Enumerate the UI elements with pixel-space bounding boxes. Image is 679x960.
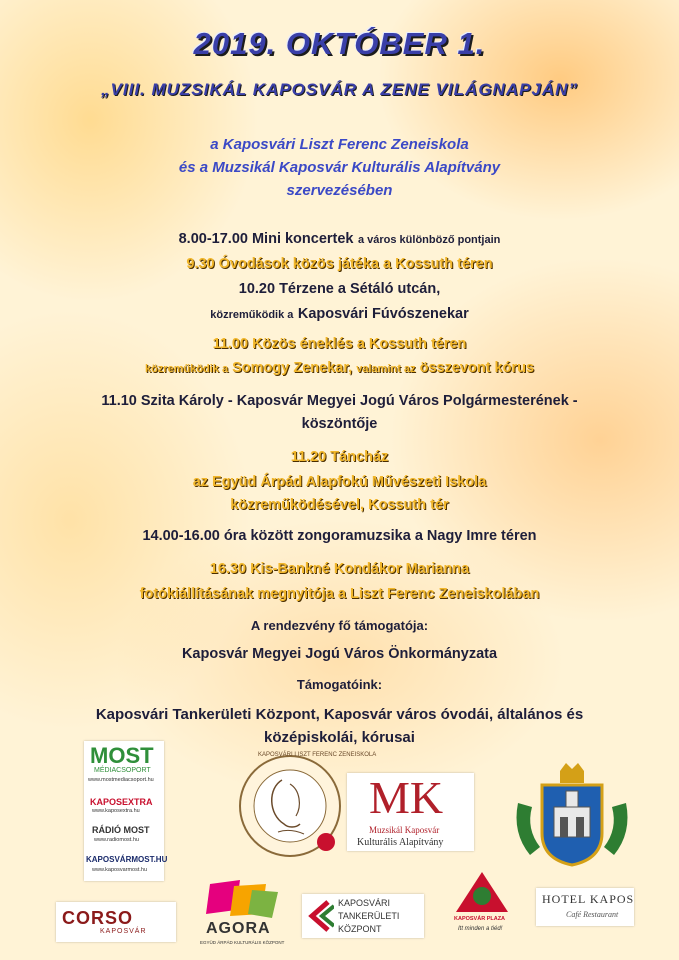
- zeneiskola-seal-text: KAPOSVÁRI LISZT FERENC ZENEISKOLA: [258, 752, 377, 758]
- hotel-kapos-logo: [536, 888, 634, 926]
- kaposvarmost-url: www.kaposvarmost.hu: [92, 867, 148, 873]
- mk-letters: MK: [369, 772, 444, 823]
- program-item-8-c: közreműködésével, Kossuth tér: [230, 497, 449, 513]
- kaposvarmost-title: KAPOSVÁRMOST.HU: [86, 855, 168, 864]
- agora-shapes-icon: [200, 880, 284, 920]
- zeneiskola-seal-logo: [238, 752, 377, 858]
- program-item-3: 10.20 Térzene a Sétáló utcán,: [238, 281, 441, 297]
- organizer-line-1: a Kaposvári Liszt Ferenc Zeneiskola: [210, 136, 469, 153]
- supporters-line-2: középiskolái, kórusai: [264, 729, 415, 746]
- hotel-subtitle: Café Restaurant: [566, 910, 619, 919]
- supporters-line-1: Kaposvári Tankerületi Központ, Kaposvár város óvodái, általános és: [95, 706, 584, 723]
- agora-logo: [200, 880, 284, 950]
- mk-line-1: Muzsikál Kaposvár: [369, 825, 440, 835]
- main-sponsor: Kaposvár Megyei Jogú Város Önkormányzata: [181, 646, 498, 662]
- main-sponsor-label: A rendezvény fő támogatója:: [250, 618, 429, 633]
- radiomost-url: www.radiomost.hu: [94, 837, 139, 843]
- corso-subtitle: KAPOSVÁR: [100, 928, 147, 935]
- most-url: www.mostmediacsoport.hu: [88, 777, 154, 783]
- organizer-line-2: és a Muzsikál Kaposvár Kulturális Alapítvány: [178, 159, 501, 176]
- tk-line-3: KÖZPONT: [338, 924, 382, 934]
- program-item-6-b: Somogy Zenekar,: [232, 360, 353, 376]
- program-item-4-a: közreműködik a: [210, 309, 294, 321]
- radiomost-title: RÁDIÓ MOST: [92, 825, 150, 835]
- program-item-10-b: fotókiállításának megnyitója a Liszt Ferenc Zeneiskolában: [139, 586, 540, 602]
- most-subtitle: MÉDIACSOPORT: [94, 767, 151, 774]
- program-item-4: [0, 305, 679, 323]
- kaposextra-title: KAPOSEXTRA: [90, 797, 153, 807]
- program-item-6: [0, 360, 679, 376]
- program-item-4-b: Kaposvári Fúvószenekar: [297, 306, 469, 322]
- hotel-title: HOTEL KAPOS: [542, 892, 635, 906]
- plaza-triangle-icon: [454, 870, 510, 914]
- tankeruleti-chevron-icon: [306, 900, 334, 932]
- program-item-1-place: a város különböző pontjain: [357, 234, 501, 246]
- program-item-1: [0, 230, 679, 248]
- program-item-6-a: közreműködik a: [144, 363, 229, 375]
- kaposvar-plaza-logo: [454, 870, 510, 942]
- supporters-label: Támogatóink:: [296, 677, 383, 692]
- event-title: „VIII. MUZSIKÁL KAPOSVÁR A ZENE VILÁGNAPJÁN”: [101, 80, 578, 99]
- program-item-5: 11.00 Közös éneklés a Kossuth téren: [212, 336, 467, 352]
- program-item-9: 14.00-16.00 óra között zongoramuzsika a Nagy Imre téren: [142, 528, 537, 544]
- agora-subtitle: EGYÜD ÁRPÁD KULTURÁLIS KÖZPONT: [200, 940, 285, 945]
- most-media-logo: [84, 741, 168, 881]
- coat-of-arms-icon: [510, 763, 634, 867]
- program-item-8-a: 11.20 Táncház: [290, 449, 389, 465]
- kaposvar-coat-of-arms: [510, 763, 634, 867]
- tk-line-1: KAPOSVÁRI: [338, 898, 391, 908]
- program-item-10-a: 16.30 Kis-Bankné Kondákor Marianna: [209, 561, 470, 577]
- program-item-7-b: köszöntője: [301, 416, 378, 432]
- mk-line-2: Kulturális Alapítvány: [357, 837, 444, 848]
- program-item-6-d: összevont kórus: [419, 360, 535, 376]
- event-date: 2019. OKTÓBER 1.: [193, 26, 486, 61]
- tk-line-2: TANKERÜLETI: [338, 911, 400, 921]
- seal-icon: [238, 754, 342, 858]
- tankeruleti-kozpont-logo: [302, 894, 424, 938]
- corso-title: CORSO: [62, 908, 134, 928]
- muzsikal-kaposvar-logo: [347, 773, 474, 851]
- program-item-2: 9.30 Óvodások közös játéka a Kossuth téren: [186, 256, 493, 272]
- most-title: MOST: [90, 743, 154, 768]
- corso-logo: [56, 902, 176, 942]
- plaza-slogan: Itt minden a tiéd!: [458, 926, 503, 932]
- program-item-6-c: valamint az: [356, 363, 416, 375]
- kaposextra-url: www.kaposextra.hu: [92, 808, 140, 814]
- agora-title: AGORA: [206, 920, 271, 937]
- organizer-line-3: szervezésében: [286, 182, 393, 199]
- plaza-title: KAPOSVÁR PLAZA: [454, 916, 506, 922]
- program-item-7-a: 11.10 Szita Károly - Kaposvár Megyei Jogú Város Polgármesterének -: [101, 393, 578, 409]
- program-item-1-time: 8.00-17.00 Mini koncertek: [178, 231, 354, 247]
- program-item-8-b: az Együd Árpád Alapfokú Művészeti Iskola: [192, 474, 487, 490]
